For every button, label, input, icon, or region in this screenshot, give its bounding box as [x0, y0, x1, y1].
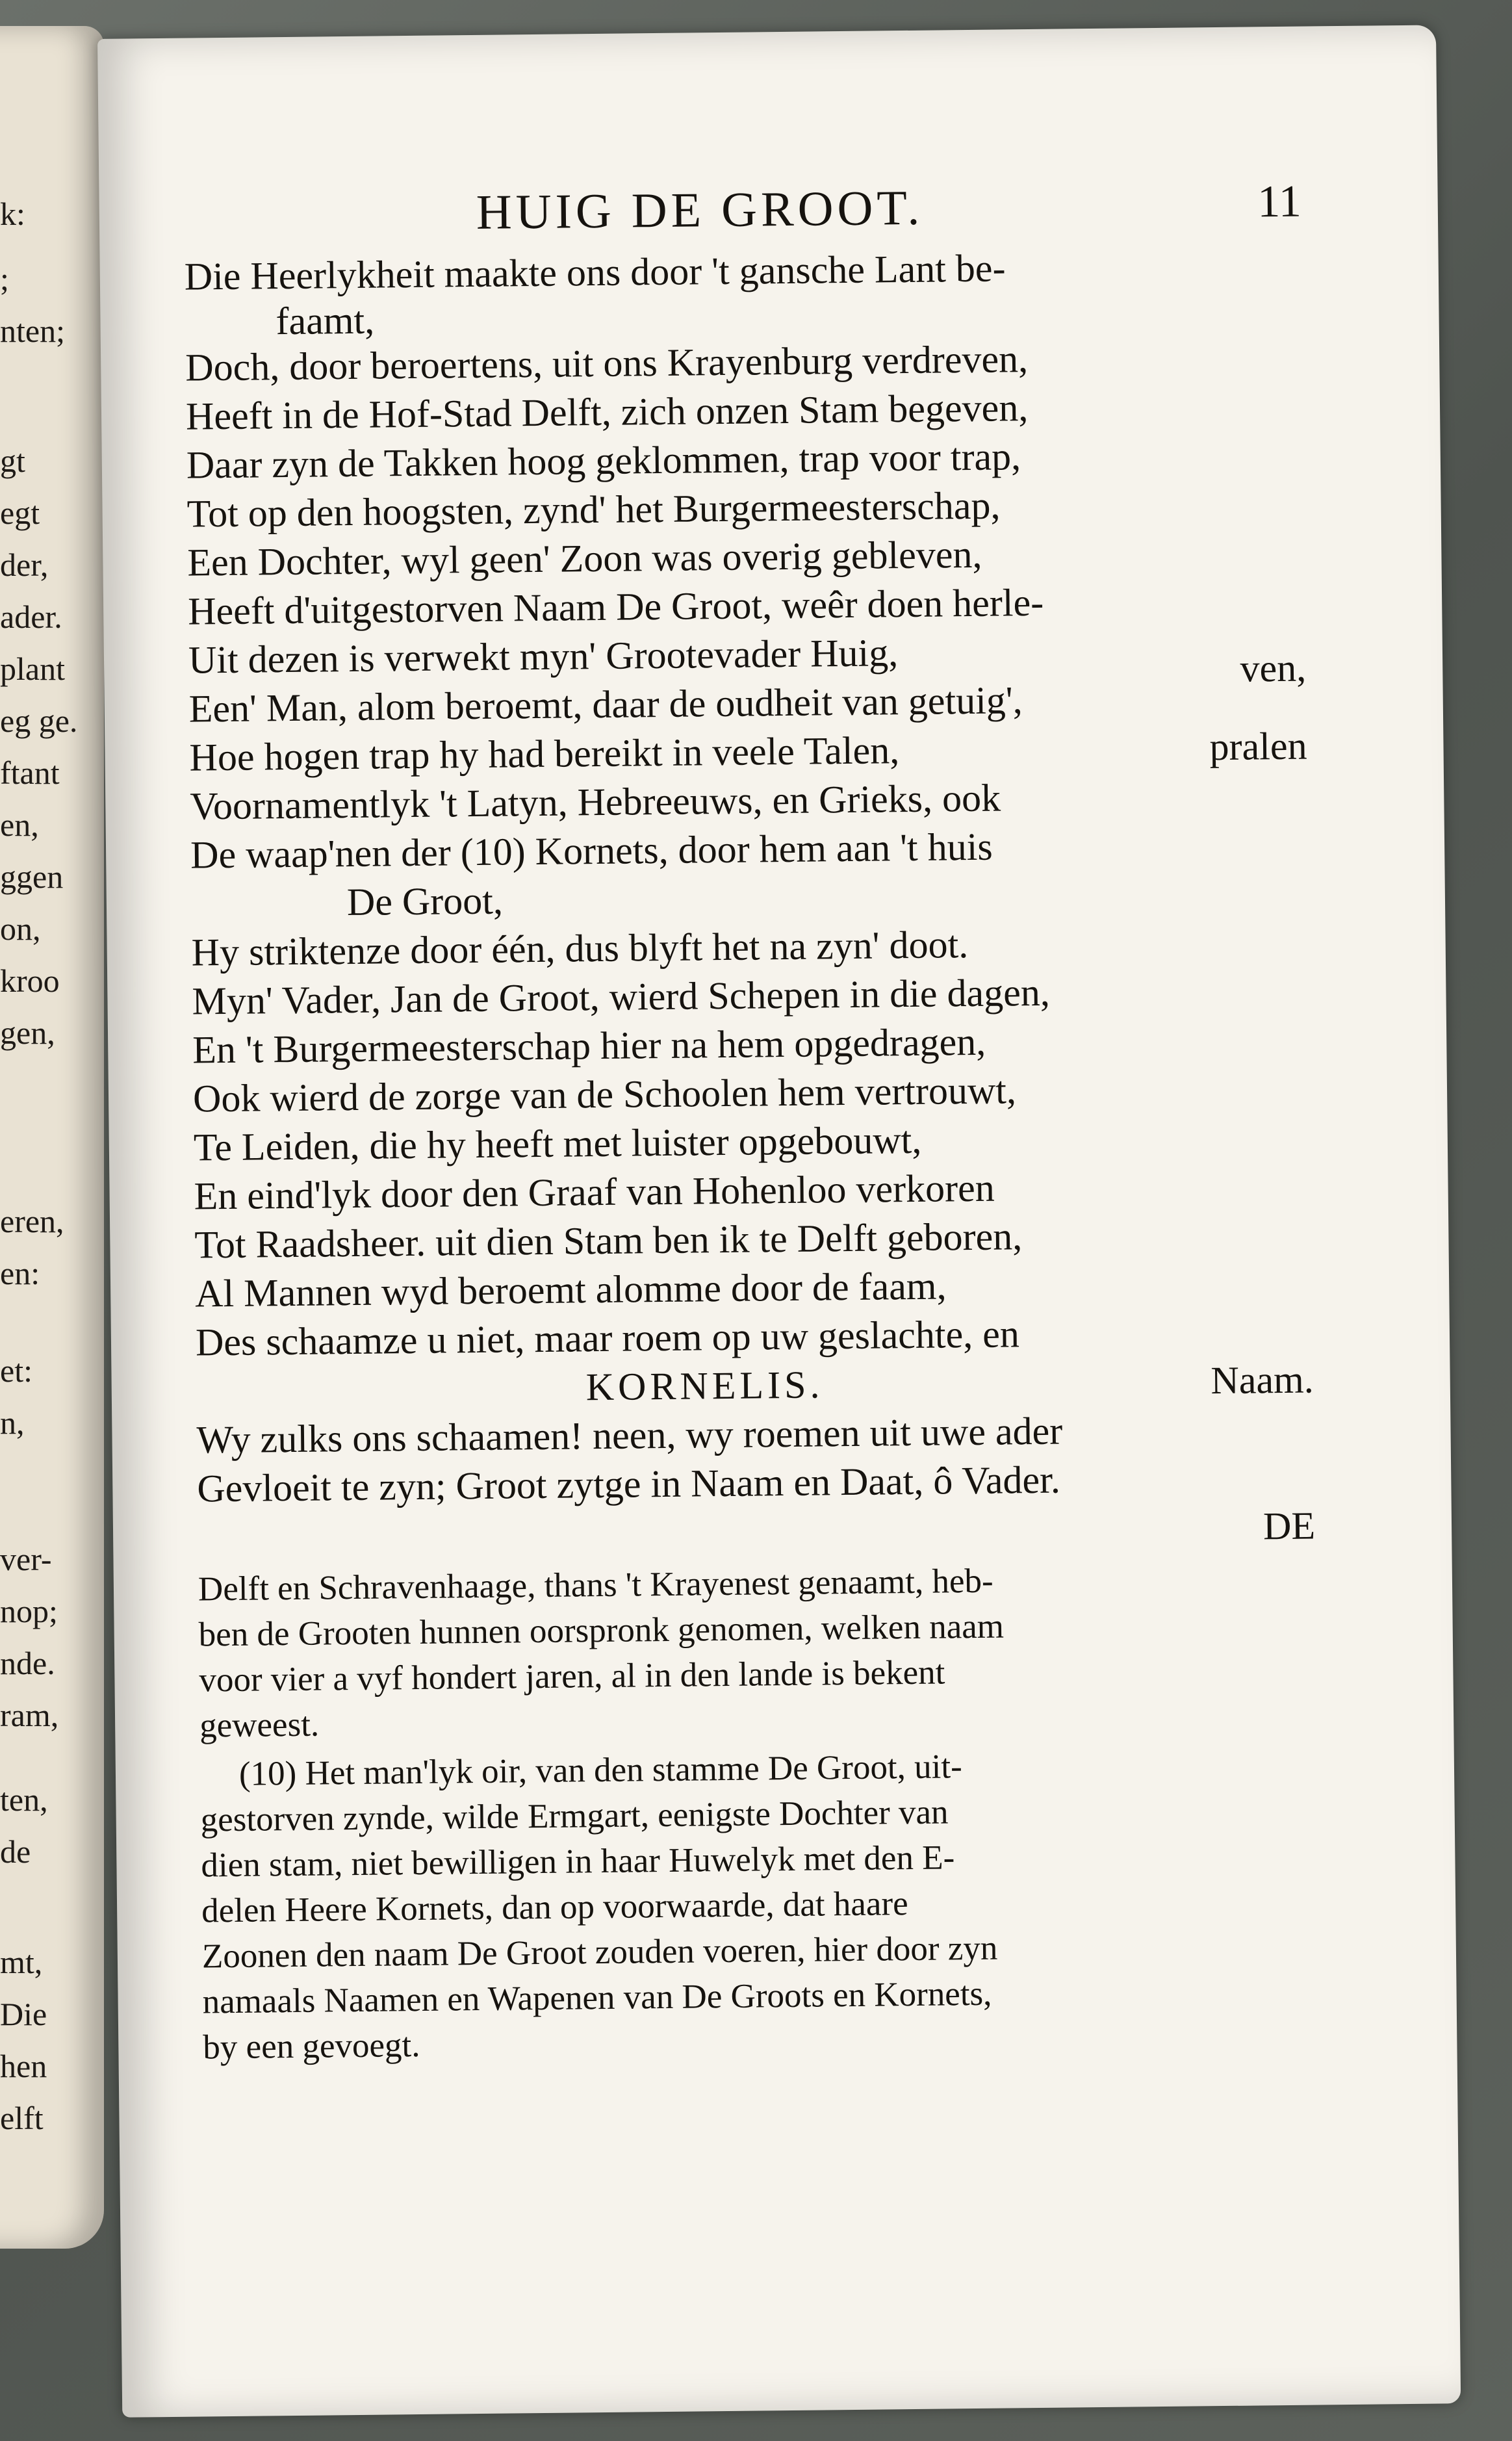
verse-line: En 't Burgermeesterschap hier na hem opgedragen, [192, 1020, 986, 1072]
page-number: 11 [1257, 176, 1302, 227]
facing-page-fragment: gt [0, 443, 25, 479]
facing-page-fragment: hen [0, 2048, 47, 2084]
facing-page-fragment: et: [0, 1352, 32, 1389]
verse-line: Tot op den hoogsten, zynd' het Burgermeesterschap, [186, 484, 1001, 536]
note-line: geweest. [199, 1705, 320, 1745]
facing-page-fragment: ver- [0, 1541, 52, 1577]
facing-page-fragment: n, [0, 1404, 25, 1441]
facing-page-fragment: en, [0, 807, 39, 843]
verse-line: Die Heerlykheit maakte ons door 't gansche Lant be- [184, 246, 1006, 298]
facing-page-fragment: kroo [0, 962, 60, 999]
facing-page-fragment: ; [0, 261, 9, 297]
speaker-name: KORNELIS. [585, 1363, 824, 1409]
verse-line-turnover: ven, [1240, 646, 1307, 690]
facing-page-fragment: k: [0, 196, 25, 232]
note-line: by een gevoegt. [203, 2026, 420, 2067]
facing-page-fragment: plant [0, 651, 65, 687]
facing-page [0, 26, 104, 2249]
catchword: DE [1262, 1504, 1316, 1548]
verse-line: Een Dochter, wyl geen' Zoon was overig gebleven, [187, 532, 982, 584]
verse-line-turnover: pralen [1209, 724, 1307, 769]
verse-line: Tot Raadsheer. uit dien Stam ben ik te Delft geboren, [194, 1215, 1023, 1267]
verse-line: Een' Man, alom beroemt, daar de oudheit van getuig', [188, 678, 1023, 730]
verse-line: Des schaamze u niet, maar roem op uw geslachte, en [195, 1312, 1020, 1364]
facing-page-fragment: mt, [0, 1944, 43, 1980]
facing-page-fragment: ggen [0, 859, 64, 895]
book-page [97, 25, 1461, 2417]
facing-page-fragment: on, [0, 911, 41, 947]
verse-line: Doch, door beroertens, uit ons Krayenburg verdreven, [185, 337, 1029, 389]
facing-page-fragment: nten; [0, 313, 65, 349]
facing-page-fragment: Die [0, 1996, 47, 2032]
verse-line: Al Mannen wyd beroemt alomme door de faam, [194, 1264, 947, 1315]
note-line: dien stam, niet bewilligen in haar Huwelyk met den E- [201, 1839, 955, 1885]
verse-line: Heeft in de Hof-Stad Delft, zich onzen Stam begeven, [185, 386, 1029, 438]
verse-line: Voornamentlyk 't Latyn, Hebreeuws, en Grieks, ook [190, 776, 1001, 828]
note-line: Delft en Schravenhaage, thans 't Krayenest genaamt, heb- [198, 1562, 993, 1608]
note-line: Zoonen den naam De Groot zouden voeren, hier door zyn [201, 1929, 998, 1976]
facing-page-fragment: ader. [0, 599, 62, 635]
note-line: delen Heere Kornets, dan op voorwaarde, dat haare [201, 1885, 908, 1930]
facing-page-fragment: nde. [0, 1645, 55, 1681]
running-head: HUIG DE GROOT. [476, 180, 924, 240]
verse-line: Myn' Vader, Jan de Groot, wierd Schepen in die dagen, [192, 970, 1051, 1023]
page-header [183, 176, 1301, 253]
facing-page-fragment: nop; [0, 1593, 58, 1629]
facing-page-fragment: eg ge. [0, 703, 78, 739]
facing-page-fragment: elft [0, 2100, 44, 2136]
verse-line: Uit dezen is verwekt myn' Grootevader Huig, [188, 631, 899, 682]
verse-line-turnover: De Groot, [346, 879, 504, 924]
verse-line: De waap'nen der (10) Kornets, door hem aan 't huis [190, 825, 993, 877]
verse-line: Wy zulks ons schaamen! neen, wy roemen uit uwe ader [196, 1409, 1063, 1462]
facing-page-fragment: en: [0, 1255, 40, 1291]
verse-line: Te Leiden, die hy heeft met luister opgebouwt, [193, 1118, 922, 1169]
facing-page-fragment: gen, [0, 1014, 55, 1051]
verse-line: Ook wierd de zorge van de Schoolen hem vertrouwt, [192, 1068, 1017, 1120]
facing-page-fragment: de [0, 1833, 31, 1870]
facing-page-fragment: ten, [0, 1781, 48, 1818]
note-line: voor vier a vyf hondert jaren, al in den lande is bekent [199, 1653, 945, 1699]
verse-line: Heeft d'uitgestorven Naam De Groot, weêr doen herle- [187, 580, 1044, 633]
facing-page-fragment: ram, [0, 1697, 59, 1733]
verse-line: En eind'lyk door den Graaf van Hohenloo verkoren [194, 1166, 995, 1218]
note-line: gestorven zynde, wilde Ermgart, eenigste Dochter van [200, 1793, 949, 1839]
verse-line: Hoe hogen trap hy had bereikt in veele Talen, [189, 729, 900, 779]
note-line: (10) Het man'lyk oir, van den stamme De Groot, uit- [238, 1748, 963, 1793]
facing-page-fragment: egt [0, 495, 40, 531]
facing-page-fragment: ftant [0, 755, 60, 791]
facing-page-fragment: eren, [0, 1203, 64, 1239]
facing-page-fragment: der, [0, 547, 49, 583]
verse-line: Hy striktenze door één, dus blyft het na zyn' doot. [191, 923, 969, 974]
verse-line: faamt, [275, 298, 375, 343]
verse-line-turnover: Naam. [1211, 1358, 1314, 1402]
verse-line: Daar zyn de Takken hoog geklommen, trap voor trap, [186, 435, 1021, 487]
note-line: namaals Naamen en Wapenen van De Groots en Kornets, [202, 1974, 992, 2021]
verse-line: Gevloeit te zyn; Groot zytge in Naam en Daat, ô Vader. [197, 1458, 1061, 1510]
note-line: ben de Grooten hunnen oorspronk genomen, welken naam [198, 1607, 1005, 1654]
